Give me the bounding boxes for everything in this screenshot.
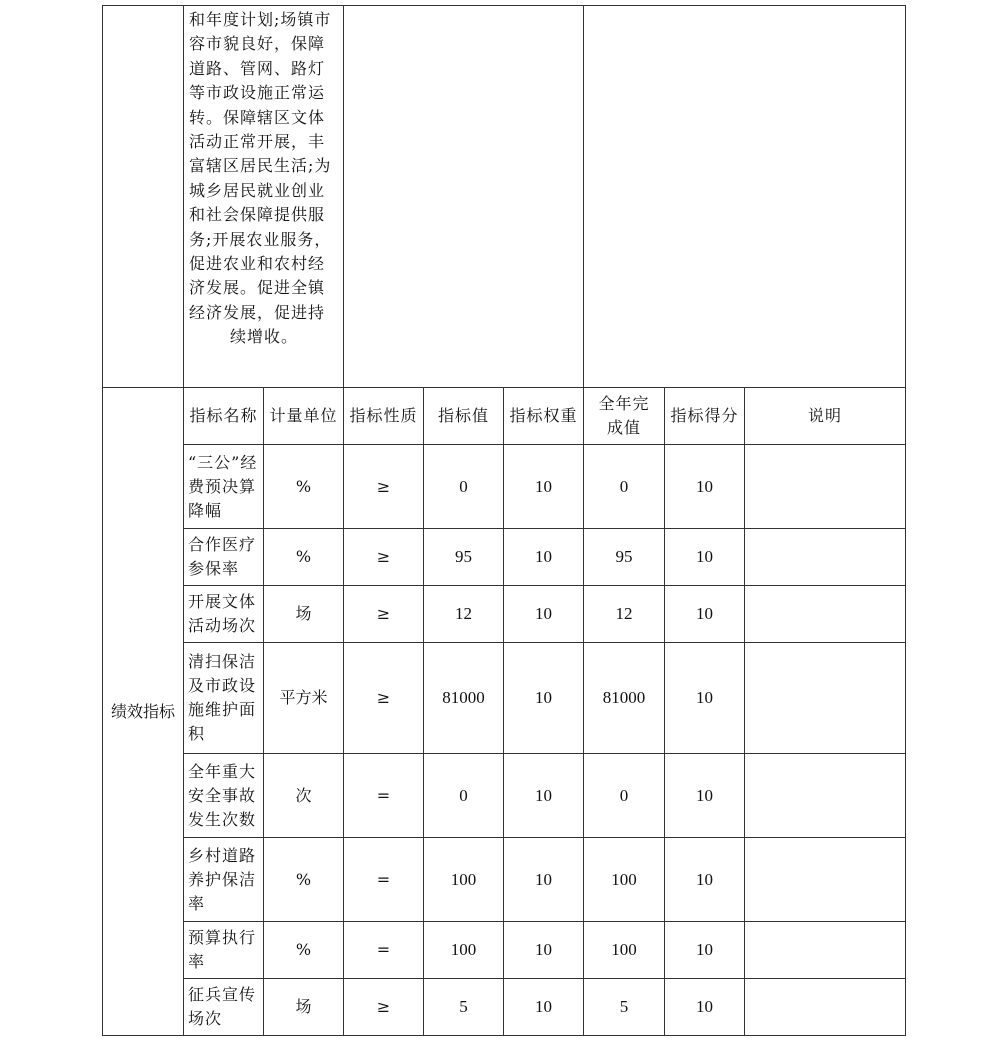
indicator-value: 81000 xyxy=(424,643,504,754)
goal-line: 等市政设施正常运 xyxy=(189,83,326,103)
indicator-score: 10 xyxy=(665,838,745,922)
table-row xyxy=(103,643,906,754)
goal-label-cell xyxy=(103,6,184,388)
indicator-weight: 10 xyxy=(504,586,584,643)
indicator-note xyxy=(745,979,906,1036)
indicator-name: 开展文体活动场次 xyxy=(184,586,264,643)
indicator-unit: % xyxy=(264,922,344,979)
indicator-unit: 平方米 xyxy=(264,643,344,754)
indicator-done: 12 xyxy=(584,586,665,643)
header-weight: 指标权重 xyxy=(504,388,584,445)
goal-empty-cell xyxy=(584,6,906,388)
indicator-value: 100 xyxy=(424,922,504,979)
performance-table xyxy=(102,5,906,1036)
indicator-value: 12 xyxy=(424,586,504,643)
table-row xyxy=(103,754,906,838)
indicator-weight: 10 xyxy=(504,529,584,586)
indicator-unit: % xyxy=(264,445,344,529)
goal-line: 活动正常开展，丰 xyxy=(189,132,326,152)
indicator-name: 征兵宣传场次 xyxy=(184,979,264,1036)
indicator-score: 10 xyxy=(665,754,745,838)
table-row xyxy=(103,922,906,979)
indicator-unit: 次 xyxy=(264,754,344,838)
table-row xyxy=(103,838,906,922)
indicator-weight: 10 xyxy=(504,922,584,979)
header-row xyxy=(103,388,906,445)
indicator-score: 10 xyxy=(665,979,745,1036)
indicator-value: 100 xyxy=(424,838,504,922)
indicator-done: 0 xyxy=(584,754,665,838)
indicator-note xyxy=(745,754,906,838)
indicator-value: 95 xyxy=(424,529,504,586)
indicator-value: 0 xyxy=(424,445,504,529)
goal-line: 务;开展农业服务， xyxy=(189,229,332,249)
indicator-note xyxy=(745,838,906,922)
indicator-note xyxy=(745,643,906,754)
indicator-unit: 场 xyxy=(264,979,344,1036)
indicator-unit: 场 xyxy=(264,586,344,643)
indicator-done: 81000 xyxy=(584,643,665,754)
indicator-weight: 10 xyxy=(504,445,584,529)
table-row xyxy=(103,529,906,586)
indicator-name: 合作医疗参保率 xyxy=(184,529,264,586)
indicator-nature: = xyxy=(344,838,424,922)
indicator-value: 5 xyxy=(424,979,504,1036)
indicator-note xyxy=(745,922,906,979)
indicator-name: 乡村道路养护保洁率 xyxy=(184,838,264,922)
goal-line: 道路、管网、路灯 xyxy=(189,58,326,78)
goal-line: 容市貌良好，保障 xyxy=(189,34,326,54)
goal-line: 城乡居民就业创业 xyxy=(189,180,326,200)
goal-line: 和社会保障提供服 xyxy=(189,205,326,225)
table-row xyxy=(103,445,906,529)
indicator-score: 10 xyxy=(665,529,745,586)
indicator-note xyxy=(745,529,906,586)
indicator-note xyxy=(745,445,906,529)
indicator-weight: 10 xyxy=(504,979,584,1036)
goal-line: 富辖区居民生活;为 xyxy=(189,156,332,176)
goal-empty-cell xyxy=(344,6,584,388)
indicator-done: 95 xyxy=(584,529,665,586)
indicator-score: 10 xyxy=(665,922,745,979)
header-score: 指标得分 xyxy=(665,388,745,445)
header-done: 全年完成值 xyxy=(584,388,665,445)
indicator-done: 100 xyxy=(584,922,665,979)
indicator-unit: % xyxy=(264,529,344,586)
goal-last-line: 续增收。 xyxy=(229,327,298,347)
goal-line: 经济发展，促进持 xyxy=(189,302,326,322)
indicator-score: 10 xyxy=(665,643,745,754)
indicator-weight: 10 xyxy=(504,754,584,838)
indicator-done: 5 xyxy=(584,979,665,1036)
indicator-name: 清扫保洁及市政设施维护面积 xyxy=(184,643,264,754)
indicator-nature: = xyxy=(344,922,424,979)
indicator-score: 10 xyxy=(665,586,745,643)
indicator-note xyxy=(745,586,906,643)
goal-line: 和年度计划;场镇市 xyxy=(189,10,332,29)
indicator-name: 预算执行率 xyxy=(184,922,264,979)
indicator-nature: ≥ xyxy=(344,445,424,529)
section-label: 绩效指标 xyxy=(103,388,184,1036)
header-unit: 计量单位 xyxy=(264,388,344,445)
goal-line: 促进农业和农村经 xyxy=(189,254,326,274)
goal-text-cell xyxy=(184,6,344,388)
indicator-done: 0 xyxy=(584,445,665,529)
indicator-nature: ≥ xyxy=(344,586,424,643)
goal-line: 转。保障辖区文体 xyxy=(189,107,326,127)
indicator-nature: ≥ xyxy=(344,529,424,586)
indicator-nature: ≥ xyxy=(344,643,424,754)
indicator-nature: = xyxy=(344,754,424,838)
goal-row xyxy=(103,6,906,388)
table-row xyxy=(103,586,906,643)
indicator-name: 全年重大安全事故发生次数 xyxy=(184,754,264,838)
table-row xyxy=(103,979,906,1036)
header-name: 指标名称 xyxy=(184,388,264,445)
indicator-unit: % xyxy=(264,838,344,922)
indicator-weight: 10 xyxy=(504,838,584,922)
indicator-value: 0 xyxy=(424,754,504,838)
indicator-name: “三公”经费预决算降幅 xyxy=(184,445,264,529)
header-value: 指标值 xyxy=(424,388,504,445)
indicator-score: 10 xyxy=(665,445,745,529)
goal-line: 济发展。促进全镇 xyxy=(189,278,326,298)
indicator-weight: 10 xyxy=(504,643,584,754)
indicator-nature: ≥ xyxy=(344,979,424,1036)
indicator-done: 100 xyxy=(584,838,665,922)
header-nature: 指标性质 xyxy=(344,388,424,445)
header-note: 说明 xyxy=(745,388,906,445)
